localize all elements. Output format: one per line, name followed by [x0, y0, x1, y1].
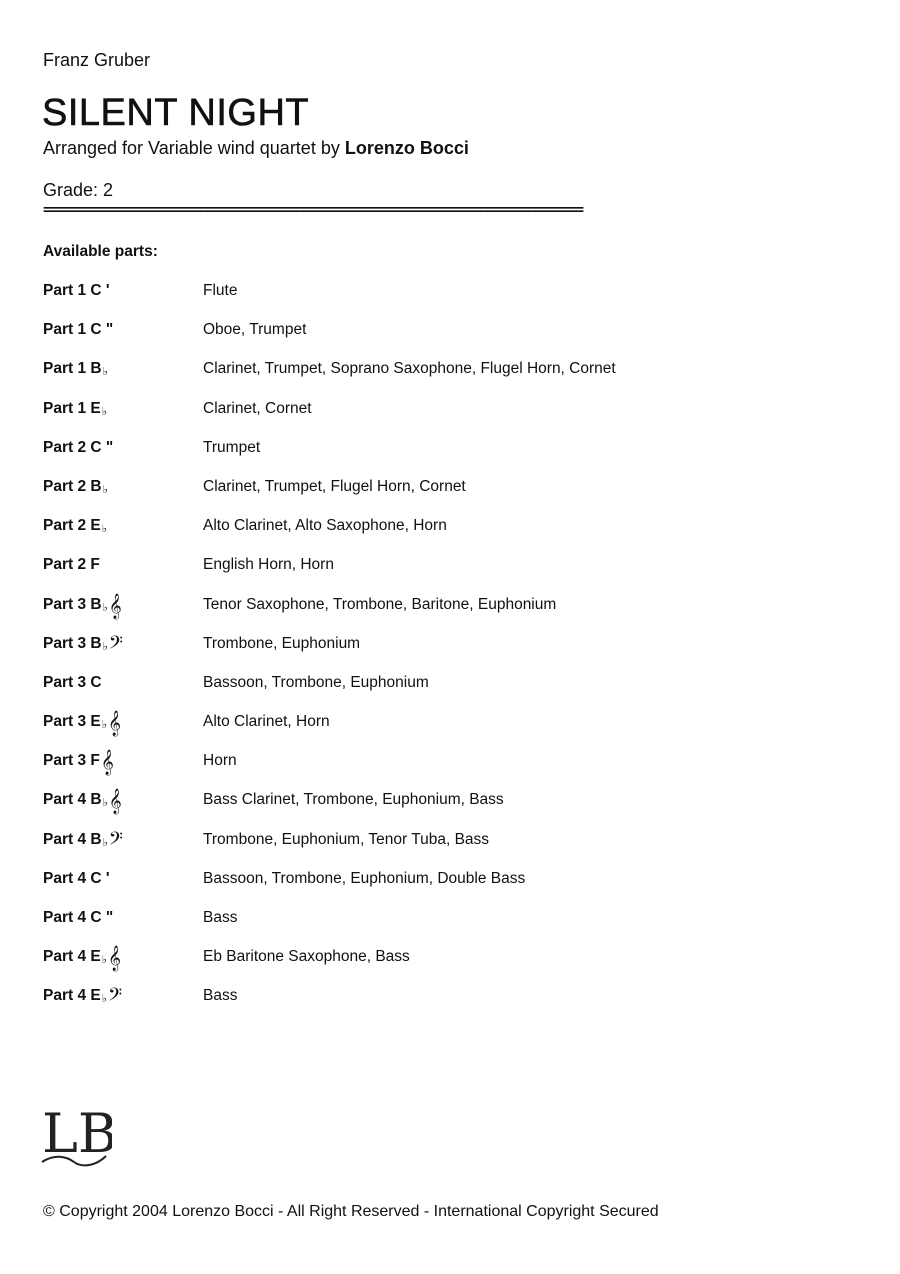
lb-monogram-icon [40, 1102, 112, 1170]
part-instruments: Bass [203, 987, 238, 1005]
part-label [43, 478, 203, 496]
part-label [43, 789, 203, 815]
flat-accidental-icon: ♭ [102, 836, 108, 849]
part-label-text: Part 2 B [43, 477, 102, 495]
part-row [43, 321, 863, 360]
flat-accidental-icon: ♭ [102, 640, 108, 653]
divider-rule: =============================================================================== [43, 202, 583, 218]
part-row [43, 517, 863, 556]
part-label [43, 282, 203, 300]
part-row [43, 948, 863, 987]
part-label [43, 711, 203, 737]
flat-accidental-icon: ♭ [101, 523, 107, 536]
flat-accidental-icon: ♭ [101, 993, 107, 1006]
arranger-name: Lorenzo Bocci [344, 138, 469, 158]
flat-accidental-icon: ♭ [102, 366, 108, 379]
bass-clef-icon: 𝄢 [108, 828, 123, 854]
arrangement-line [43, 138, 469, 159]
part-instruments: Tenor Saxophone, Trombone, Baritone, Euphonium [203, 595, 557, 613]
part-label [43, 985, 203, 1011]
part-instruments: Clarinet, Cornet [203, 399, 312, 417]
part-label-text: Part 2 E [43, 517, 101, 535]
part-row [43, 282, 863, 321]
treble-clef-icon: 𝄞 [107, 946, 121, 972]
part-label-text: Part 4 E [43, 987, 101, 1005]
bass-clef-icon: 𝄢 [108, 632, 123, 658]
part-label-text: Part 1 E [43, 399, 101, 417]
part-instruments: Trumpet [203, 438, 261, 456]
part-row [43, 400, 863, 439]
part-instruments: Alto Clarinet, Alto Saxophone, Horn [203, 517, 447, 535]
part-label-text: Part 3 B [43, 595, 102, 613]
part-row [43, 632, 863, 674]
part-label-text: Part 1 C " [43, 321, 114, 339]
page-title: SILENT NIGHT [42, 92, 310, 134]
part-label-text: Part 1 B [43, 360, 102, 378]
part-instruments: Alto Clarinet, Horn [203, 713, 330, 731]
part-label [43, 439, 203, 457]
part-label-text: Part 2 F [43, 556, 100, 574]
composer-name: Franz Gruber [43, 50, 151, 70]
part-row [43, 752, 863, 791]
treble-clef-icon: 𝄞 [100, 750, 114, 776]
part-instruments: Bassoon, Trombone, Euphonium, Double Bass [203, 869, 526, 887]
part-row [43, 791, 863, 830]
copyright-notice: © Copyright 2004 Lorenzo Bocci - All Right Reserved - International Copyright Secured [43, 1203, 659, 1220]
part-label [43, 400, 203, 418]
part-row [43, 674, 863, 713]
part-label [43, 360, 203, 378]
part-label-text: Part 3 F [43, 752, 100, 770]
part-instruments: Bassoon, Trombone, Euphonium [203, 673, 429, 691]
flat-accidental-icon: ♭ [101, 719, 107, 732]
part-label [43, 321, 203, 339]
flat-accidental-icon: ♭ [101, 405, 107, 418]
part-label [43, 750, 203, 776]
part-label [43, 870, 203, 888]
arranged-prefix: Arranged for Variable wind quartet by [43, 138, 340, 158]
part-label-text: Part 4 B [43, 791, 102, 809]
part-row [43, 593, 863, 635]
part-label [43, 946, 203, 972]
flat-accidental-icon: ♭ [101, 954, 107, 967]
flat-accidental-icon: ♭ [102, 797, 108, 810]
bass-clef-icon: 𝄢 [107, 985, 123, 1011]
part-label [43, 909, 203, 927]
treble-clef-icon: 𝄞 [108, 789, 122, 815]
part-label-text: Part 4 E [43, 948, 101, 966]
part-instruments: English Horn, Horn [203, 556, 334, 574]
part-instruments: Eb Baritone Saxophone, Bass [203, 948, 410, 966]
part-label-text: Part 2 C " [43, 438, 114, 456]
part-row [43, 713, 863, 752]
part-label-text: Part 4 C " [43, 909, 114, 926]
part-label-text: Part 4 C ' [43, 869, 110, 887]
part-label [43, 674, 203, 692]
part-instruments: Oboe, Trumpet [203, 321, 307, 339]
part-instruments: Bass [203, 909, 238, 926]
part-label [43, 828, 203, 854]
part-row [43, 909, 863, 948]
parts-heading: Available parts: [43, 243, 158, 260]
part-label-text: Part 3 E [43, 713, 101, 731]
part-instruments: Flute [203, 282, 238, 299]
part-label-text: Part 3 B [43, 634, 102, 652]
part-instruments: Clarinet, Trumpet, Flugel Horn, Cornet [203, 477, 466, 495]
part-instruments: Trombone, Euphonium [203, 634, 361, 652]
part-instruments: Clarinet, Trumpet, Soprano Saxophone, Flugel Horn, Cornet [203, 360, 616, 378]
part-row [43, 478, 863, 517]
part-instruments: Bass Clarinet, Trombone, Euphonium, Bass [203, 791, 504, 809]
part-label-text: Part 1 C ' [43, 282, 110, 299]
grade-label: Grade: 2 [43, 180, 114, 200]
part-label [43, 556, 203, 574]
treble-clef-icon: 𝄞 [108, 593, 122, 619]
part-row [43, 556, 863, 595]
part-label [43, 517, 203, 535]
logo-letters: LB [42, 1102, 112, 1165]
part-row [43, 987, 863, 1026]
part-label [43, 593, 203, 619]
part-row [43, 870, 863, 909]
treble-clef-icon: 𝄞 [107, 711, 121, 737]
flat-accidental-icon: ♭ [102, 483, 108, 496]
part-label-text: Part 3 C [43, 673, 102, 691]
flat-accidental-icon: ♭ [102, 601, 108, 614]
part-label-text: Part 4 B [43, 830, 102, 848]
part-row [43, 360, 863, 399]
parts-list [43, 282, 863, 1027]
part-instruments: Horn [203, 752, 237, 770]
part-label [43, 632, 203, 658]
part-instruments: Trombone, Euphonium, Tenor Tuba, Bass [203, 830, 490, 848]
part-row [43, 828, 863, 870]
part-row [43, 439, 863, 478]
